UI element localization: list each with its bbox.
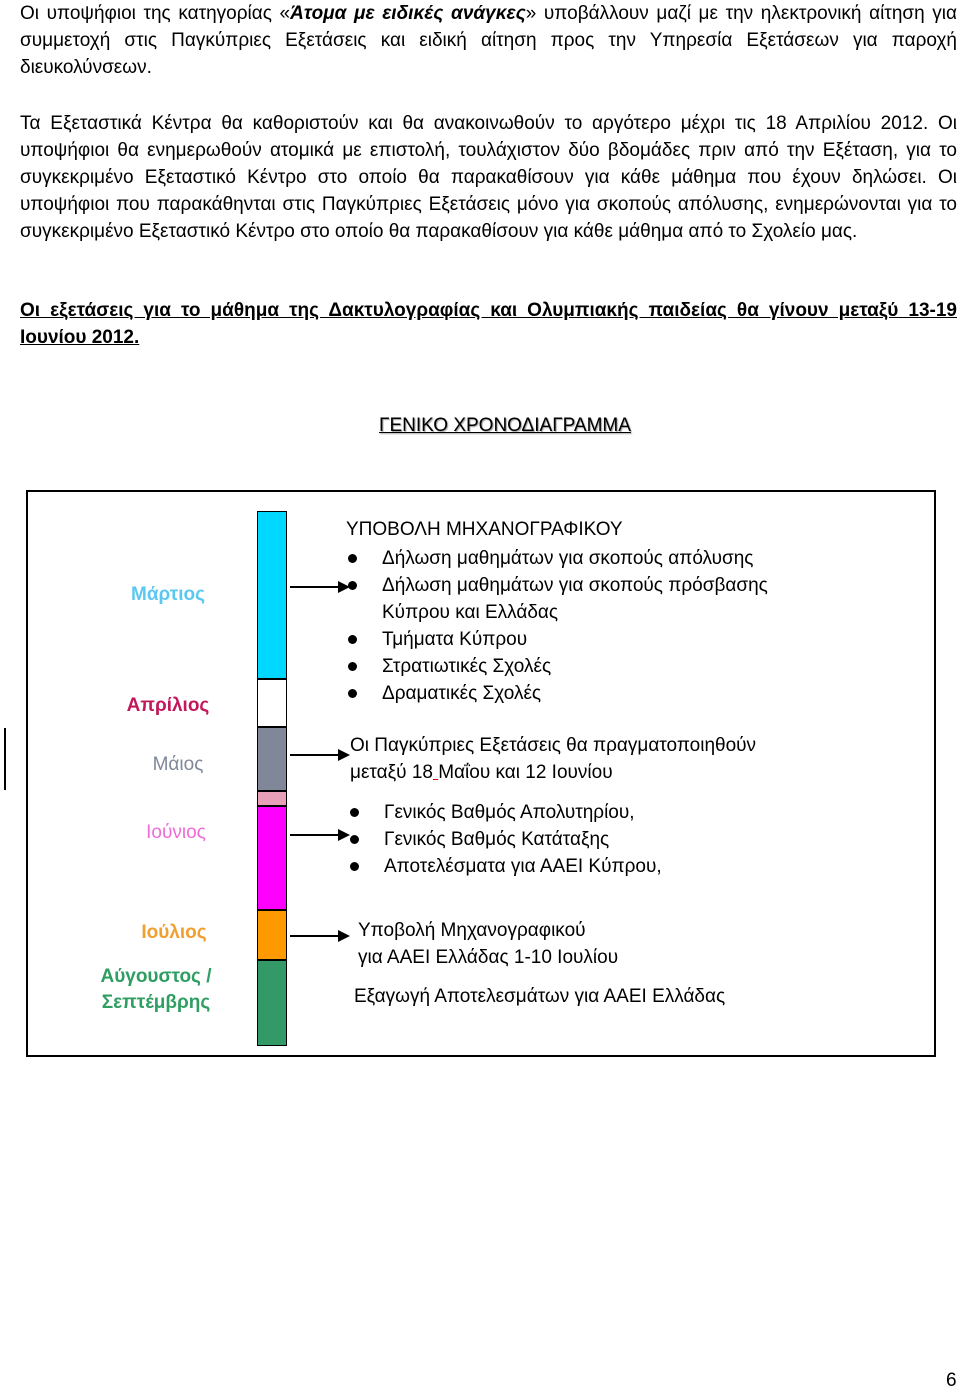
timeline-segment-may [257, 727, 287, 791]
month-june [106, 822, 246, 844]
p1-text-end: » υποβάλλουν μαζί με την ηλεκτρονική αίτηση για συμμετοχή στις Παγκύπριες Εξετάσεις και ειδική αίτηση προς την Υπηρεσία Εξετάσεων για παροχή διευκολύνσεων. [20, 3, 958, 78]
list-item [348, 572, 908, 626]
list-item [350, 853, 910, 880]
list-item [348, 545, 908, 572]
bullet-icon [348, 689, 357, 698]
paragraph-special-needs [20, 0, 957, 81]
greece-results-text: Εξαγωγή Αποτελεσμάτων για ΑΑΕΙ Ελλάδας [354, 986, 726, 1007]
bullet-icon [350, 835, 359, 844]
timeline-segment-april [257, 679, 287, 727]
timeline-segment-aug-sep [257, 960, 287, 1046]
results-item-label: Γενικός Βαθμός Απολυτηρίου, [384, 802, 635, 823]
list-item [350, 826, 910, 853]
month-march [98, 584, 238, 606]
month-march-label: Μάρτιος [131, 584, 205, 605]
list-item [350, 799, 910, 826]
submission-item-label: Στρατιωτικές Σχολές [382, 656, 552, 677]
p1-text-start: Οι υποψήφιοι της κατηγορίας « [20, 3, 291, 24]
arrow-right-icon [290, 579, 352, 595]
paragraph-typing-exams: Οι εξετάσεις για το μάθημα της Δακτυλογραφίας και Ολυμπιακής παιδείας θα γίνουν μεταξύ 13-19 Ιουνίου 2012. [20, 300, 957, 348]
exams-line-2-start: μεταξύ 18 [350, 762, 433, 783]
timeline-segment-june [257, 806, 287, 910]
timeline-segment-july [257, 910, 287, 960]
margin-change-bar [4, 728, 6, 790]
bullet-icon [348, 662, 357, 671]
submission-item-label: Δραματικές Σχολές [382, 683, 542, 704]
submission-item-label: Δήλωση μαθημάτων για σκοπούς απόλυσης [382, 548, 754, 569]
timeline-segment-late-may [257, 791, 287, 806]
list-item [348, 626, 908, 653]
bullet-icon [348, 635, 357, 644]
submission-item-label: Κύπρου και Ελλάδας [382, 602, 559, 623]
greece-submission-text [358, 917, 618, 971]
p1-category-name: Άτομα με ειδικές ανάγκες [290, 3, 526, 24]
submission-heading: ΥΠΟΒΟΛΗ ΜΗΧΑΝΟΓΡΑΦΙΚΟΥ [346, 519, 623, 540]
greece-submission-line-1: Υποβολή Μηχανογραφικού [358, 920, 586, 941]
month-may-label: Μάιος [152, 754, 204, 775]
page-number: 6 [946, 1370, 957, 1391]
month-may [108, 754, 248, 776]
bullet-icon [348, 554, 357, 563]
list-item [348, 653, 908, 680]
exams-line-1: Οι Παγκύπριες Εξετάσεις θα πραγματοποιηθούν [350, 735, 757, 756]
arrow-right-icon [290, 827, 352, 843]
submission-item-label: Δήλωση μαθημάτων για σκοπούς πρόσβασης [382, 575, 768, 596]
month-july [104, 922, 244, 944]
bullet-icon [350, 862, 359, 871]
paragraph-exam-centres: Τα Εξεταστικά Κέντρα θα καθοριστούν και θα ανακοινωθούν το αργότερο μέχρι τις 18 Απριλίου 2012. Οι υποψήφιοι θα ενημερωθούν ατομικά με επιστολή, τουλάχιστον δύο βδομάδες πριν από την Εξέταση, για το συγκεκριμένο Εξεταστικό Κέντρο στο οποίο θα παρακαθίσουν για κάθε μάθημα που έχουν δηλώσει. Οι υποψήφιοι που παρακάθηνται στις Παγκύπριες Εξετάσεις μόνο για σκοπούς απόλυσης, ενημερώνονται για το συγκεκριμένο Εξεταστικό Κέντρο στο οποίο θα παρακαθίσουν για κάθε μάθημα από το Σχολείο μας. [20, 113, 957, 242]
exams-line-2-end: Μαΐου και 12 Ιουνίου [438, 762, 613, 783]
submission-item-label: Τμήματα Κύπρου [382, 629, 528, 650]
month-aug-sep [56, 964, 256, 1016]
arrow-right-icon [290, 747, 352, 763]
results-item-label: Γενικός Βαθμός Κατάταξης [384, 829, 610, 850]
timeline-segment-march [257, 511, 287, 679]
month-july-label: Ιούλιος [141, 922, 207, 943]
schedule-title: ΓΕΝΙΚΟ ΧΡΟΝΟΔΙΑΓΡΑΜΜΑ [379, 415, 631, 436]
submission-list [348, 545, 908, 707]
month-june-label: Ιούνιος [146, 822, 206, 843]
arrow-right-icon [290, 928, 352, 944]
schedule-frame [26, 490, 936, 1057]
results-list [350, 799, 910, 880]
exams-dates-text [350, 732, 756, 786]
results-item-label: Αποτελέσματα για ΑΑΕΙ Κύπρου, [384, 856, 662, 877]
month-april-label: Απρίλιος [126, 695, 210, 716]
month-aug-sep-label-1: Αύγουστος / [100, 966, 212, 987]
month-april [98, 695, 238, 717]
list-item [348, 680, 908, 707]
greece-submission-line-2: για ΑΑΕΙ Ελλάδας 1-10 Ιουλίου [358, 947, 619, 968]
bullet-icon [348, 581, 357, 590]
month-aug-sep-label-2: Σεπτέμβρης [101, 992, 211, 1013]
bullet-icon [350, 808, 359, 817]
